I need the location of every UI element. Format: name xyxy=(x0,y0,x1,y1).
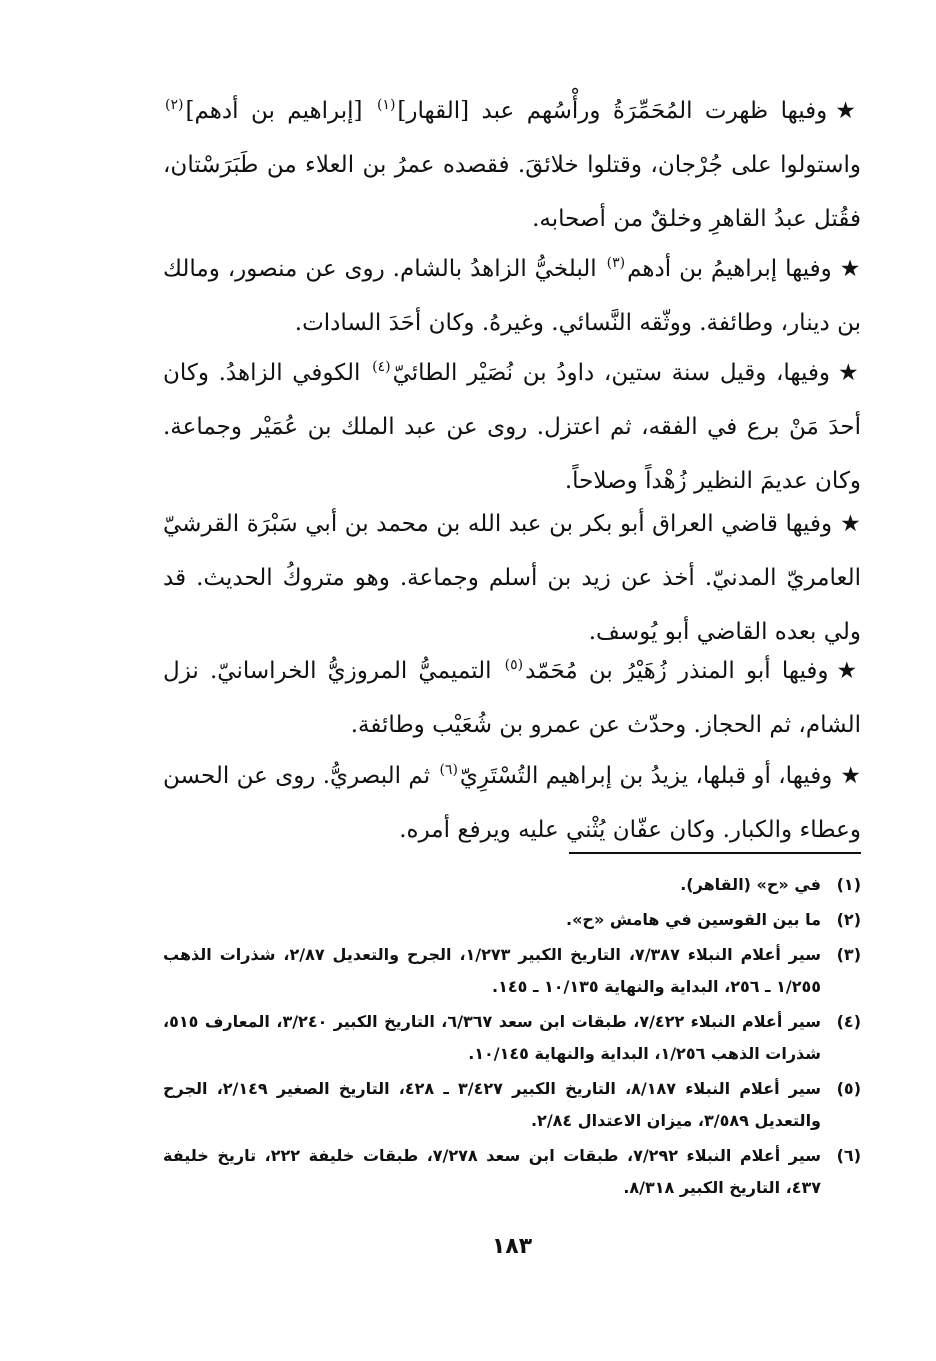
footnote-item xyxy=(163,1006,861,1070)
footnote-text: في «ح» (القاهر). xyxy=(680,875,821,894)
star-icon: ★ xyxy=(836,658,861,684)
footnote-text: سير أعلام النبلاء ٧/٢٩٢، طبقات ابن سعد ٧/٢٧٨، طبقات خليفة ٢٢٢، تاريخ خليفة ٤٣٧، التاريخ الكبير ٨/٣١٨. xyxy=(163,1146,821,1197)
footnote-number: (٣) xyxy=(836,945,861,964)
footnote-divider xyxy=(569,852,861,854)
footnote-number: (٤) xyxy=(836,1012,861,1031)
entry-5 xyxy=(163,644,861,752)
footnote-item xyxy=(163,869,861,901)
footnote-ref[interactable]: (٥) xyxy=(504,657,524,674)
footnote-ref[interactable]: (٦) xyxy=(439,762,458,779)
book-page xyxy=(163,84,861,1314)
entry-text: وفيها إبراهيمُ بن أدهم xyxy=(627,256,832,282)
footnote-ref[interactable]: (٣) xyxy=(606,255,626,272)
footnote-number: (٢) xyxy=(836,910,861,929)
entry-3 xyxy=(163,346,861,508)
entry-text: واستولوا على جُرْجان، وقتلوا خلائقَ. فقصده عمرُ بن العلاء من طَبَرَسْتان، فقُتل عبدُ القاهرِ وخلقٌ من أصحابه. xyxy=(163,152,861,232)
entry-1 xyxy=(163,84,861,246)
entry-text: التميميُّ المروزيُّ الخراسانيّ. نزل الشام، ثم الحجاز. وحدّث عن عمرو بن شُعَيْب وطائفة. xyxy=(163,658,861,738)
footnotes xyxy=(163,869,861,1207)
star-icon: ★ xyxy=(838,360,862,386)
footnote-text: سير أعلام النبلاء ٨/١٨٧، التاريخ الكبير ٣/٤٢٧ ـ ٤٢٨، التاريخ الصغير ٢/١٤٩، الجرح والتعديل ٣/٥٨٩، ميزان الاعتدال ٢/٨٤. xyxy=(163,1079,822,1130)
page-number: ١٨٣ xyxy=(491,1234,533,1259)
entry-2 xyxy=(163,242,861,350)
footnote-text: ما بين القوسين في هامش «ح». xyxy=(566,910,821,929)
footnote-number: (٥) xyxy=(836,1079,861,1098)
entry-text: وفيها، أو قبلها، يزيدُ بن إبراهيم التُسْتَرِيّ xyxy=(459,763,833,789)
entry-text: البلخيُّ الزاهدُ بالشام. روى عن منصور، ومالك بن دينار، وطائفة. ووثّقه النَّسائي. وغيرهُ. وكان أحَدَ السادات. xyxy=(163,256,861,336)
entry-6 xyxy=(163,749,861,857)
entry-text: الكوفي الزاهدُ. وكان أحدَ مَنْ برع في الفقه، ثم اعتزل. روى عن عبد الملك بن عُمَيْر وجماعة. وكان عديمَ النظير زُهْداً وصلاحاً. xyxy=(163,360,861,494)
entry-text: وفيها قاضي العراق أبو بكر بن عبد الله بن محمد بن أبي سَبْرَة القرشيّ العامريّ المدنيّ. أخذ عن زيد بن أسلم وجماعة. وهو متروكُ الحديث. قد ولي بعده القاضي أبو يُوسف. xyxy=(163,511,861,645)
entry-4 xyxy=(163,497,861,659)
star-icon: ★ xyxy=(839,256,861,282)
footnote-text: سير أعلام النبلاء ٧/٣٨٧، التاريخ الكبير ١/٢٧٣، الجرح والتعديل ٢/٨٧، شذرات الذهب ١/٢٥٥ ـ ٢٥٦، البداية والنهاية ١٠/١٣٥ ـ ١٤٥. xyxy=(163,945,822,996)
footnote-item xyxy=(163,939,861,1003)
entry-text: وفيها أبو المنذر زُهَيْرُ بن مُحَمّد xyxy=(525,658,829,684)
footnote-ref[interactable]: (١) xyxy=(376,97,396,114)
footnote-text: سير أعلام النبلاء ٧/٤٢٢، طبقات ابن سعد ٦/٣٦٧، التاريخ الكبير ٣/٢٤٠، المعارف ٥١٥، شذرات الذهب ١/٢٥٦، البداية والنهاية ١٠/١٤٥. xyxy=(163,1012,821,1063)
footnote-item xyxy=(163,1140,861,1204)
footnote-ref[interactable]: (٤) xyxy=(372,359,391,376)
footnote-number: (٦) xyxy=(836,1146,861,1165)
entry-text: [إبراهيم بن أدهم] xyxy=(185,98,363,124)
entry-text: وفيها، وقيل سنة ستين، داودُ بن نُصَيْر الطائيّ xyxy=(392,360,831,386)
footnote-ref[interactable]: (٢) xyxy=(165,97,184,114)
footnote-number: (١) xyxy=(836,875,861,894)
footnote-item xyxy=(163,904,861,936)
star-icon: ★ xyxy=(840,763,861,789)
footnote-item xyxy=(163,1073,861,1137)
star-icon: ★ xyxy=(840,511,861,537)
star-icon: ★ xyxy=(835,98,861,124)
entry-text: ثم البصريُّ. روى عن الحسن وعطاء والكبار. وكان عفّان يُثْني عليه ويرفع أمره. xyxy=(163,763,861,843)
entry-text: وفيها ظهرت المُحَمِّرَةُ ورأْسُهم عبد [القهار] xyxy=(397,98,828,124)
